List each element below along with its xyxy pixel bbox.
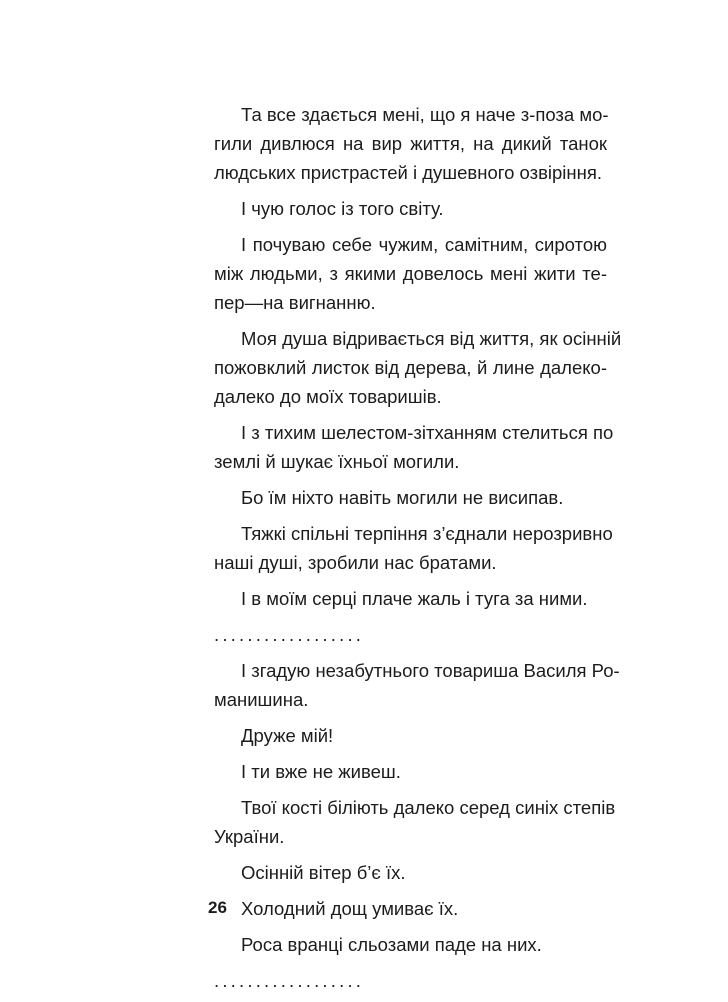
- text-line: Роса вранці сльозами паде на них.: [241, 934, 542, 955]
- text-line: наші душі, зробили нас братами.: [214, 552, 497, 573]
- paragraph: [187, 519, 613, 577]
- text-line: гили дивлюся на вир життя, на дикий танок: [214, 133, 607, 154]
- text-line: людських пристрастей і душевного озвіріння.: [214, 162, 603, 183]
- text-line: І ти вже не живеш.: [241, 761, 401, 782]
- paragraph: [187, 656, 620, 714]
- paragraph: [187, 930, 607, 959]
- text-line: Осінній вітер б’є їх.: [241, 862, 406, 883]
- text-line: І почуваю себе чужим, самітним, сиротою: [241, 234, 607, 255]
- text-line: між людьми, з якими довелось мені жити те-: [214, 263, 607, 284]
- text-line: І чую голос із того світу.: [241, 198, 444, 219]
- paragraph: [187, 894, 607, 923]
- text-line: України.: [214, 826, 285, 847]
- paragraph: [187, 194, 607, 223]
- text-line: Та все здається мені, що я наче з-поза мо-: [241, 104, 609, 125]
- text-line: І згадую незабутнього товариша Василя Ро-: [241, 660, 620, 681]
- dotted-separator: ..................: [214, 970, 365, 991]
- paragraph: [187, 324, 622, 411]
- paragraph: [187, 584, 607, 613]
- text-line: Холодний дощ умиває їх.: [241, 898, 459, 919]
- text-line: Друже мій!: [241, 725, 334, 746]
- dotted-separator: ..................: [214, 624, 365, 645]
- text-line: Твої кості біліють далеко серед синіх степів: [241, 797, 616, 818]
- paragraph: [187, 858, 607, 887]
- text-line: Моя душа відривається від життя, як осінній: [241, 328, 622, 349]
- paragraph: [187, 100, 607, 187]
- text-line: землі й шукає їхньої могили.: [214, 451, 460, 472]
- text-line: далеко до моїх товаришів.: [214, 386, 442, 407]
- paragraph: [187, 483, 607, 512]
- text-line: манишина.: [214, 689, 309, 710]
- text-line: І з тихим шелестом-зітханням стелиться по: [241, 422, 614, 443]
- paragraph: [187, 230, 607, 317]
- paragraph: [187, 418, 614, 476]
- paragraph: [187, 721, 607, 750]
- page-number: 26: [208, 898, 227, 917]
- paragraph: [187, 793, 616, 851]
- text-line: Тяжкі спільні терпіння з’єднали нерозривно: [241, 523, 613, 544]
- text-line: пожовклий листок від дерева, й лине далеко-: [214, 357, 607, 378]
- text-line: Бо їм ніхто навіть могили не висипав.: [241, 487, 564, 508]
- text-line: І в моїм серці плаче жаль і туга за ними.: [241, 588, 588, 609]
- paragraph: [187, 757, 607, 786]
- text-line: пер—на вигнанню.: [214, 292, 376, 313]
- body-text: [187, 100, 622, 1002]
